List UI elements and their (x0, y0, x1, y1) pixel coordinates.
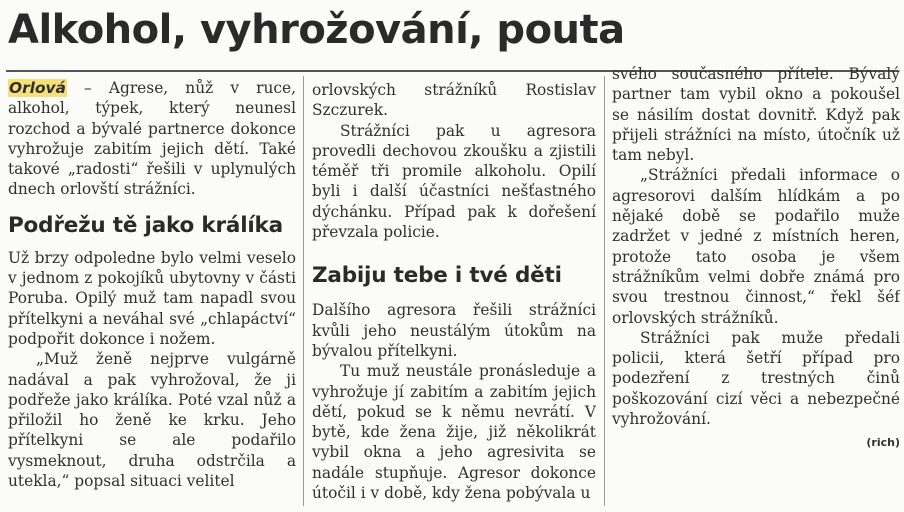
place-dash: – (66, 79, 109, 97)
section-1-paragraph-1: Už brzy odpoledne bylo velmi veselo v jednom z pokojíků ubytovny v části Poruba. Opilý muž tam napadl svou přítelkyni a neváhal své „chlapáctví“ podpořit dokonce i nožem. (8, 248, 296, 348)
section-1-paragraph-2-cont: orlovských strážníků Rostislav Szczurek. (312, 81, 596, 120)
subheading-1: Podřežu tě jako králíka (8, 212, 283, 238)
headline: Alkohol, vyhrožování, pouta (8, 7, 625, 53)
lead-paragraph (8, 78, 296, 200)
section-1-paragraph-2: „Muž ženě nejprve vulgárně nadával a pak vyhrožoval, že ji podřeže jako králíka. Poté vzal nůž a přiložil ho ženě ke krku. Jeho přítelkyni se ale podařilo vysmeknout, druha odstrčila a utekla,“ popsal situaci velitel (8, 350, 296, 491)
section-2-paragraph-1: Dalšího agresora řešili strážníci kvůli jeho neustálým útokům na bývalou přítelkyni. (312, 301, 596, 360)
author-signature: (rich) (866, 436, 900, 450)
section-2-paragraph-4: Strážníci pak muže předali policii, která šetří případ pro podezření z trestných činů poškozování cizí věci a nebezpečné vyhrožování. (612, 328, 900, 429)
lead-text: Agrese, nůž v ruce, alkohol, týpek, který neunesl rozchod a bývalé partnerce dokonce vyhrožuje zabitím jejich dětí. Také takové „radosti“ řešili v uplynulých dnech orlovští strážníci. (8, 79, 296, 199)
column-3 (612, 64, 900, 494)
section-2-paragraph-3: „Strážníci předali informace o agresorovi dalším hlídkám a po nějaké době se podařilo muže zadržet v jedné z místních heren, protože tato osoba je všem strážníkům velmi dobře známá pro svou trestnou činnost,“ řekl šéf orlovských strážníků. (612, 166, 900, 327)
section-2-paragraph-2: Tu muž neustále pronásleduje a vyhrožuje jí zabitím a zabitím jejich dětí, pokud se k němu nevrátí. V bytě, kde žena žije, již několikrát vybil okna a jeho agresivita se nadále stupňuje. Agresor dokonce útočil i v době, kdy žena pobývala u (312, 362, 596, 503)
column-2 (312, 80, 596, 510)
section-2-paragraph-2-cont: svého současného přítele. Bývalý partner tam vybil okno a pokoušel se násilím dostat dovnitř. Když pak přijeli strážníci na místo, útočník už tam nebyl. (612, 65, 900, 165)
subheading-2: Zabiju tebe i tvé děti (312, 263, 562, 289)
place-label: Orlová (9, 79, 66, 97)
column-separator-2 (604, 76, 605, 506)
column-separator-1 (303, 76, 304, 506)
section-1-paragraph-3: Strážníci pak u agresora provedli dechovou zkoušku a zjistili téměř tři promile alkoholu. Opilí byli i další účastníci nešťastného dýchánku. Případ pak k dořešení převzala policie. (312, 121, 596, 242)
column-1 (8, 78, 296, 508)
